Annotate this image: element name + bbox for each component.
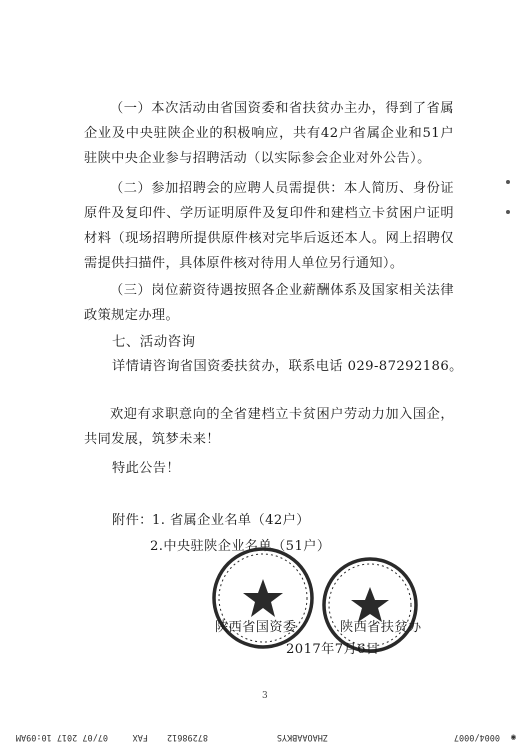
page-number: 3 <box>262 691 268 701</box>
signature-date: 2017年7月6日 <box>286 642 380 657</box>
fax-datetime: 07/07 2017 10:09AM <box>15 732 108 742</box>
fax-label: FAX <box>132 732 148 742</box>
attachment-item: 2.中央驻陕企业名单（51户） <box>150 539 331 554</box>
fax-record-icon: ◉ <box>510 732 516 742</box>
binding-hole <box>506 180 510 184</box>
fax-number: 87298612 <box>167 732 208 742</box>
fax-sender: ZHAOAABKYS <box>276 732 328 742</box>
binding-hole <box>506 210 510 214</box>
attachments-label: 附件： <box>112 513 153 528</box>
paragraph-3: （三）岗位薪资待遇按照各企业薪酬体系及国家相关法律政策规定办理。 <box>84 283 454 323</box>
attachment-item: 1. 省属企业名单（42户） <box>152 513 310 528</box>
signature-org-left: 陕西省国资委 <box>215 620 297 635</box>
fax-header <box>0 728 528 742</box>
closing-paragraph: 欢迎有求职意向的全省建档立卡贫困户劳动力加入国企，共同发展，筑梦未来！ <box>84 407 454 447</box>
paragraph-2: （二）参加招聘会的应聘人员需提供：本人简历、身份证原件及复印件、学历证明原件及复印件和建档立卡贫困户证明材料（现场招聘所提供原件核对完毕后返还本人。网上招聘仅需提供扫描件，具体原件核对待用人单位另行通知）。 <box>84 181 454 271</box>
paragraph-1: （一）本次活动由省国资委和省扶贫办主办，得到了省属企业及中央驻陕企业的积极响应，共有42户省属企业和51户驻陕中央企业参与招聘活动（以实际参会企业对外公告）。 <box>84 101 454 166</box>
notice-line: 特此公告！ <box>112 461 180 476</box>
fax-page-counter: 0004/0007 <box>453 732 500 742</box>
contact-line: 详情请咨询省国资委扶贫办，联系电话 029-87292186。 <box>112 359 463 374</box>
signature-org-right: 陕西省扶贫办 <box>340 620 422 635</box>
section-heading: 七、活动咨询 <box>112 334 196 350</box>
